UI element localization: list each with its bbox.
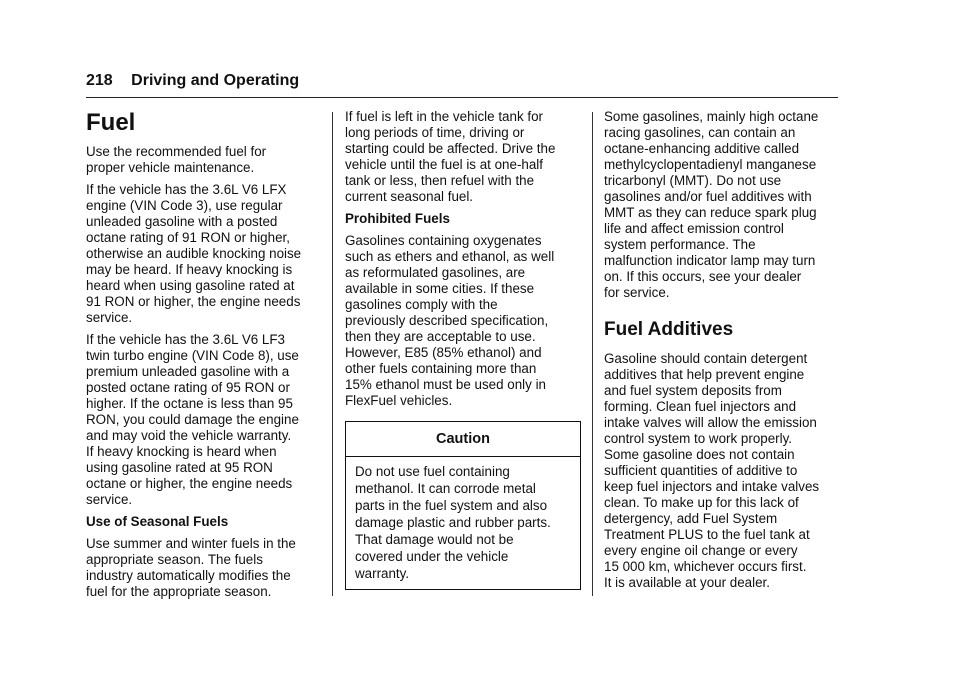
column-2 [345, 109, 581, 590]
seasonal-fuels-heading: Use of Seasonal Fuels [86, 514, 229, 529]
fuel-title: Fuel [86, 109, 136, 136]
paragraph: Use summer and winter fuels in the appropriate season. The fuels industry automatically modifies the fuel for the appropriate season. [86, 536, 296, 599]
paragraph: Some gasolines, mainly high octane racing gasolines, can contain an octane-enhancing additive called methylcyclopentadienyl manganese tricarbonyl (MMT). Do not use gasolines and/or fuel additives with MMT as they can reduce spark plug life and affect emission control system performance. The malfunction indicator lamp may turn on. If this occurs, see your dealer for service. [604, 109, 819, 300]
paragraph: Use the recommended fuel for proper vehicle maintenance. [86, 144, 267, 175]
caution-text: Do not use fuel containing methanol. It can corrode metal parts in the fuel system and also damage plastic and rubber parts. That damage would not be covered under the vehicle warranty. [355, 464, 551, 581]
section-title: Driving and Operating [131, 72, 300, 89]
paragraph: If fuel is left in the vehicle tank for long periods of time, driving or starting could be affected. Drive the vehicle until the fuel is at one-half tank or less, then refuel with the current seasonal fuel. [345, 109, 556, 204]
column-1 [86, 109, 322, 606]
column-3 [604, 109, 840, 597]
page-header [86, 72, 299, 90]
header-rule [86, 97, 838, 98]
paragraph: Gasolines containing oxygenates such as ethers and ethanol, as well as reformulated gasolines, are available in some cities. If these gasolines comply with the previously described specification, then they are acceptable to use. However, E85 (85% ethanol) and other fuels containing more than 15% ethanol must be used only in FlexFuel vehicles. [345, 233, 555, 408]
fuel-additives-title: Fuel Additives [604, 319, 734, 340]
page-number: 218 [86, 72, 113, 89]
caution-box [345, 421, 581, 590]
paragraph: If the vehicle has the 3.6L V6 LF3 twin turbo engine (VIN Code 8), use premium unleaded gasoline with a posted octane rating of 95 RON or higher. If the octane is less than 95 RON, you could damage the engine and may void the vehicle warranty. If heavy knocking is heard when using gasoline rated at 95 RON octane or higher, the engine needs service. [86, 332, 299, 507]
paragraph: Gasoline should contain detergent additives that help prevent engine and fuel system deposits from forming. Clean fuel injectors and intake valves will allow the emission control system to work properly. Some gasoline does not contain sufficient quantities of additive to keep fuel injectors and intake valves clean. To make up for this lack of detergency, add Fuel System Treatment PLUS to the fuel tank at every engine oil change or every 15 000 km, whichever occurs first. It is available at your dealer. [604, 351, 820, 590]
prohibited-fuels-heading: Prohibited Fuels [345, 211, 450, 226]
paragraph: If the vehicle has the 3.6L V6 LFX engine (VIN Code 3), use regular unleaded gasoline with a posted octane rating of 91 RON or higher, otherwise an audible knocking noise may be heard. If heavy knocking is heard when using gasoline rated at 91 RON or higher, the engine needs service. [86, 182, 302, 325]
caution-title: Caution [346, 422, 580, 457]
column-divider [592, 112, 593, 596]
column-divider [332, 112, 333, 596]
